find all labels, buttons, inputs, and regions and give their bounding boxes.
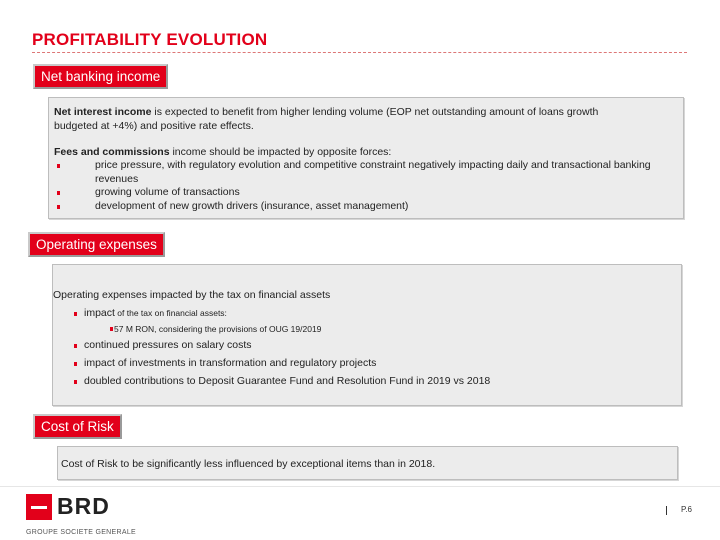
brd-logo-icon bbox=[26, 494, 52, 520]
title-divider bbox=[32, 52, 687, 53]
nii-paragraph bbox=[54, 106, 644, 133]
operating-expenses-panel bbox=[52, 264, 682, 406]
net-banking-income-panel bbox=[48, 97, 684, 219]
bullet-marker bbox=[74, 344, 77, 348]
bullet-marker bbox=[74, 362, 77, 366]
nii-text: is expected to benefit from higher lending volume (EOP net outstanding amount of loans growth budgeted at +4%) and positive rate effects. bbox=[54, 106, 599, 132]
opex-item: doubled contributions to Deposit Guarantee Fund and Resolution Fund in 2019 vs 2018 bbox=[84, 375, 491, 387]
bullet-marker bbox=[74, 380, 77, 384]
tab-cost-of-risk: Cost of Risk bbox=[33, 414, 122, 439]
fees-item: development of new growth drivers (insurance, asset management) bbox=[95, 200, 655, 214]
tab-net-banking-income: Net banking income bbox=[33, 64, 168, 89]
fees-item: growing volume of transactions bbox=[95, 186, 655, 200]
impact-rest: of the tax on financial assets: bbox=[114, 308, 227, 318]
tab-operating-expenses: Operating expenses bbox=[28, 232, 165, 257]
impact-word: impact bbox=[84, 307, 115, 319]
nii-label: Net interest income bbox=[54, 106, 152, 118]
opex-intro: Operating expenses impacted by the tax on financial assets bbox=[53, 289, 331, 301]
fees-text: income should be impacted by opposite forces: bbox=[169, 146, 392, 158]
page-title: PROFITABILITY EVOLUTION bbox=[32, 30, 268, 49]
fees-item: price pressure, with regulatory evolution and competitive constraint negatively impacting daily and transactional banking revenues bbox=[95, 159, 655, 186]
footer-divider bbox=[0, 486, 720, 487]
page-separator bbox=[666, 506, 667, 515]
brand-name: BRD bbox=[57, 493, 110, 519]
opex-sub-item: 57 M RON, considering the provisions of OUG 19/2019 bbox=[114, 324, 322, 334]
opex-item: continued pressures on salary costs bbox=[84, 339, 252, 351]
opex-impact-line bbox=[84, 307, 227, 320]
fees-list bbox=[95, 159, 655, 213]
brand-tagline: GROUPE SOCIETE GENERALE bbox=[26, 529, 136, 536]
fees-label: Fees and commissions bbox=[54, 146, 170, 158]
cost-of-risk-panel bbox=[57, 446, 678, 480]
opex-item: impact of investments in transformation and regulatory projects bbox=[84, 357, 377, 369]
fees-paragraph bbox=[54, 146, 674, 160]
bullet-marker bbox=[74, 312, 77, 316]
bullet-marker bbox=[110, 327, 113, 331]
page-number: P.6 bbox=[681, 505, 692, 514]
cost-of-risk-text: Cost of Risk to be significantly less influenced by exceptional items than in 2018. bbox=[61, 458, 436, 470]
